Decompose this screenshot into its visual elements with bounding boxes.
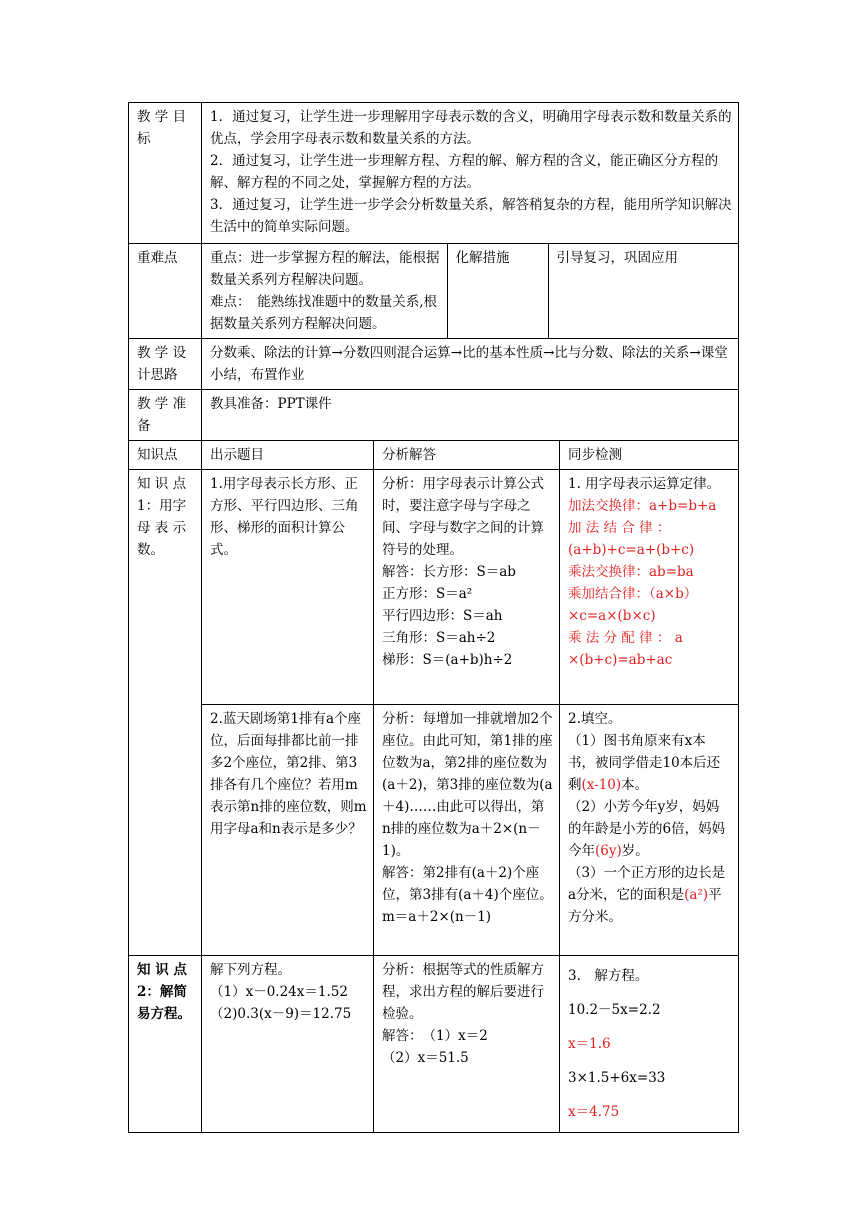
k2-q-title: 解下列方程。: [210, 962, 291, 978]
k1-c1-law: 加 法 结 合 律 ：(a+b)+c=a+(b+c): [568, 520, 695, 558]
k1-a2-answer: 解答：第2排有(a＋2)个座位，第3排有(a＋4)个座位。: [382, 865, 553, 903]
k1-c2-answer-3: (a²): [684, 887, 709, 903]
k1-row-2: [129, 705, 739, 956]
k2-question: [202, 956, 374, 1133]
k1-a1-line: 梯形：S＝(a+b)h÷2: [382, 652, 513, 668]
key-points: [202, 244, 447, 338]
k1-c2-answer-1: (x-10): [581, 777, 622, 793]
prep-row: [129, 390, 739, 441]
k1-a2-formula: m＝a＋2×(n－1): [382, 909, 492, 925]
k2-c-title: 3. 解方程。: [568, 968, 649, 984]
header-analysis: 分析解答: [374, 441, 560, 470]
goals-label: 教 学 目 标: [129, 103, 202, 244]
goal-line-1: 1．通过复习，让学生进一步理解用字母表示数的含义，明确用字母表示数和数量关系的优点，学会用字母表示数和数量关系的方法。: [210, 109, 732, 147]
key-point-text: 重点：进一步掌握方程的解法，能根据数量关系列方程解决问题。: [210, 250, 440, 288]
prep-label: 教 学 准 备: [129, 390, 202, 441]
goal-line-2: 2．通过复习，让学生进一步理解方程、方程的解、解方程的含义，能正确区分方程的解、解方程的不同之处，掌握解方程的方法。: [210, 153, 719, 191]
header-check: 同步检测: [560, 441, 739, 470]
k1-row-1: [129, 470, 739, 705]
k1-c1-title: 1. 用字母表示运算定律。: [568, 476, 721, 492]
k1-c2-item-1: （1）图书角原来有x本书，被同学借走10本后还剩(x-10)本。: [568, 733, 721, 793]
prep-text: 教具准备：PPT课件: [202, 390, 739, 441]
table-header-row: [129, 441, 739, 470]
k1-answer-2: [374, 705, 560, 956]
k2-answer: [374, 956, 560, 1133]
k1-c1-law: 加法交换律：a+b=b+a: [568, 498, 717, 514]
goals-content: [202, 103, 739, 244]
lesson-plan-table: [128, 102, 739, 1133]
k1-c2-item-3: （3）一个正方形的边长是a分米，它的面积是(a²)平方分米。: [568, 865, 726, 925]
header-knowledge: 知识点: [129, 441, 202, 470]
k1-check-2: [560, 705, 739, 956]
k2-answer-1: 解答： （1）x＝2: [382, 1028, 488, 1044]
k1-label: 知 识 点1：用字母 表 示数。: [129, 470, 202, 956]
measure-label: 化解措施: [447, 244, 548, 338]
k1-c1-law: 乘加结合律：（a×b）×c=a×(b×c): [568, 586, 698, 624]
k2-eq-2: 3×1.5+6x=33: [568, 1070, 666, 1086]
k2-label: 知 识 点2：解简易方程。: [129, 956, 202, 1133]
k1-c2-answer-2: (6y): [595, 843, 622, 859]
k2-analysis: 分析：根据等式的性质解方程，求出方程的解后要进行检验。: [382, 962, 544, 1022]
goal-line-3: 3．通过复习，让学生进一步学会分析数量关系，解答稍复杂的方程，能用所学知识解决生活中的简单实际问题。: [210, 197, 732, 235]
k1-question-1: 1.用字母表示长方形、正方形、平行四边形、三角形、梯形的面积计算公式。: [202, 470, 374, 705]
k1-a1-line: 解答：长方形：S＝ab: [382, 564, 516, 580]
k2-q-line: （1）x－0.24x＝1.52: [210, 984, 348, 1000]
k2-answer-2: （2）x＝51.5: [382, 1050, 469, 1066]
k2-ans-1: x＝1.6: [568, 1036, 611, 1052]
k2-q-line: （2)0.3(x－9)＝12.75: [210, 1006, 352, 1022]
k2-eq-1: 10.2－5x=2.2: [568, 1002, 661, 1018]
k1-a1-line: 平行四边形：S＝ah: [382, 608, 503, 624]
k1-c1-law: 乘 法 分 配 律 ： a ×(b+c)=ab+ac: [568, 630, 683, 668]
k2-row: [129, 956, 739, 1133]
measure-text: 引导复习，巩固应用: [556, 250, 678, 266]
design-row: [129, 339, 739, 390]
k1-a1-line: 三角形：S＝ah÷2: [382, 630, 496, 646]
k1-c1-law: 乘法交换律：ab=ba: [568, 564, 694, 580]
header-question: 出示题目: [202, 441, 374, 470]
design-label: 教 学 设 计思路: [129, 339, 202, 390]
k1-a1-line: 正方形：S＝a²: [382, 586, 473, 602]
design-text: 分数乘、除法的计算→分数四则混合运算→比的基本性质→比与分数、除法的关系→课堂小结，布置作业: [202, 339, 739, 390]
k1-question-2: 2.蓝天剧场第1排有a个座位，后面每排都比前一排多2个座位，第2排、第3排各有几个座位？若用m表示第n排的座位数，则m用字母a和n表示是多少？: [202, 705, 374, 956]
key-wrapper: [202, 244, 739, 339]
key-row: [129, 244, 739, 339]
k1-a1-analysis: 分析：用字母表示计算公式时，要注意字母与字母之间、字母与数字之间的计算符号的处理。: [382, 476, 544, 558]
k1-a2-analysis: 分析：每增加一排就增加2个座位。由此可知，第1排的座位数为a，第2排的座位数为(a＋2)，第3排的座位数为(a＋4)……由此可以得出，第n排的座位数为a＋2×(n－1)。: [382, 711, 553, 859]
k2-ans-2: x＝4.75: [568, 1104, 620, 1120]
k1-c2-title: 2.填空。: [568, 711, 622, 727]
key-label: 重难点: [129, 244, 202, 339]
k2-check: [560, 956, 739, 1133]
k1-check-1: [560, 470, 739, 705]
k1-answer-1: [374, 470, 560, 705]
goals-row: [129, 103, 739, 244]
difficulty-text: 难点： 能熟练找准题中的数量关系,根据数量关系列方程解决问题。: [210, 294, 438, 332]
k1-c2-item-2: （2）小芳今年y岁，妈妈的年龄是小芳的6倍，妈妈今年(6y)岁。: [568, 799, 726, 859]
